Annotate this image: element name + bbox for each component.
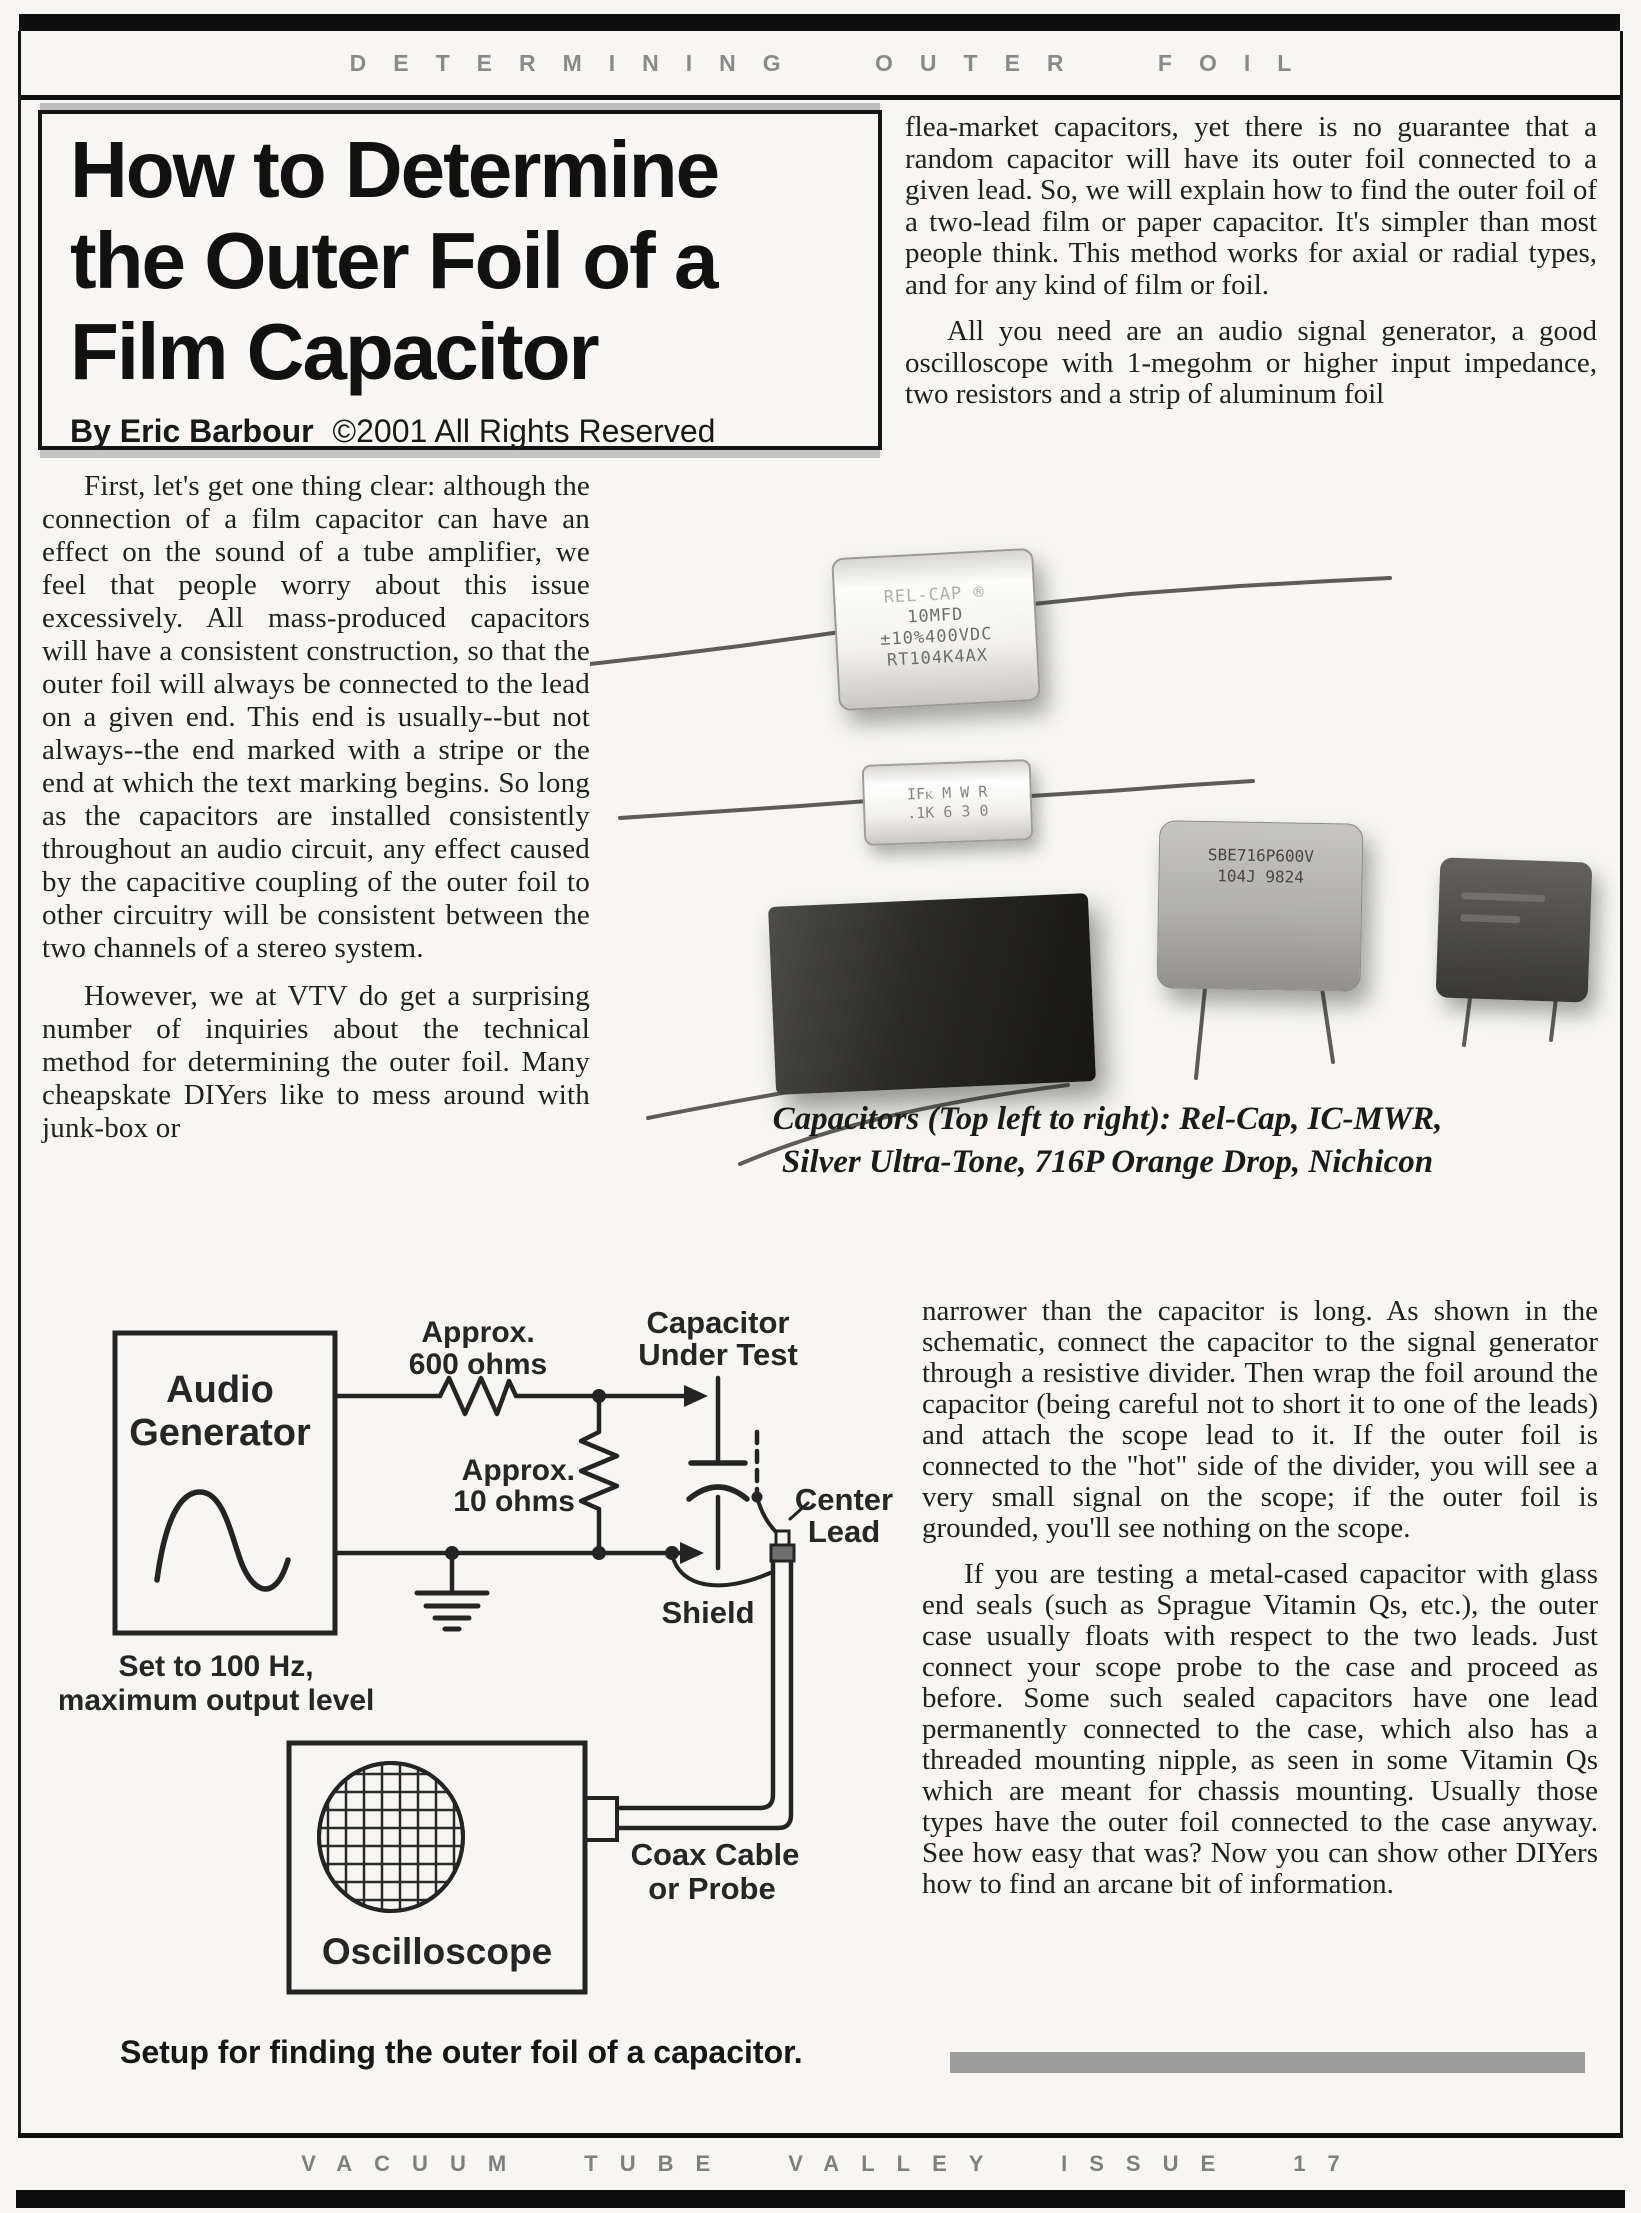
capacitor-716p-mark2: 104J 9824	[1216, 866, 1305, 887]
generator-note-2: maximum output level	[60, 1684, 375, 1717]
r2-label-2: 10 ohms	[453, 1485, 575, 1518]
cut-label-2: Under Test	[638, 1337, 798, 1372]
byline	[70, 413, 878, 450]
schematic-caption: Setup for finding the outer foil of a capacitor.	[120, 2034, 803, 2070]
right-top-paragraph-2: All you need are an audio signal generator, a good oscilloscope with 1-megohm or higher input impedance, two resistors and a strip of aluminum foil	[905, 315, 1597, 410]
byline-author: By Eric Barbour	[70, 413, 314, 449]
capacitor-relcap-brand: REL-CAP ®	[883, 581, 986, 608]
test-setup-schematic	[60, 1290, 950, 2010]
article-title	[70, 124, 878, 397]
scope-input-connector	[585, 1798, 617, 1840]
photo-caption	[590, 1098, 1625, 1184]
title-line-3: Film Capacitor	[70, 307, 598, 396]
capacitor-leads-drawing	[590, 468, 1625, 1168]
generator-label-1: Audio	[166, 1369, 274, 1411]
junction-dot	[592, 1546, 606, 1560]
coax-label-1: Coax Cable	[630, 1837, 800, 1872]
probe-barrel	[771, 1545, 794, 1561]
capacitor-relcap-rating: ±10%400VDC	[879, 623, 993, 650]
title-line-2: the Outer Foil of a	[70, 216, 717, 305]
junction-dot	[665, 1546, 679, 1560]
coax-label-2: or Probe	[648, 1871, 776, 1906]
capacitor-icmwr-mark2: .1K 6 3 0	[906, 801, 989, 822]
oscilloscope-label: Oscilloscope	[321, 1931, 553, 1972]
series-resistor-600ohm	[440, 1378, 516, 1414]
right-column-top	[905, 112, 1597, 411]
right-top-paragraph-1: flea-market capacitors, yet there is no guarantee that a random capacitor will have its outer foil connected to a given lead. So, we will explain how to find the outer foil of a two-lead film or paper capacitor. It's simpler than most people think. This method works for axial or radial types, and for any kind of film or foil.	[905, 111, 1597, 301]
junction-dot	[445, 1546, 459, 1560]
center-lead-label-2: Lead	[807, 1514, 881, 1549]
capacitor-icmwr-mark1: IFᴋ M W R	[906, 782, 988, 803]
photo-caption-line1: Capacitors (Top left to right): Rel-Cap, IC-MWR,	[772, 1101, 1443, 1137]
title-box	[38, 110, 882, 450]
divider-gray-bar	[950, 2052, 1585, 2073]
left-paragraph-1: First, let's get one thing clear: although the connection of a film capacitor can have an effect on the sound of a tube amplifier, we feel that people worry about this issue excessively. All mass-produced capacitors will have a consistent construction, so that the outer foil will always be connected to the lead on a given end. This end is usually--but not always--the end marked with a stripe or the end at which the text marking begins. So long as the capacitors are installed consistently throughout an audio circuit, any effect caused by the capacitive coupling of the outer foil to other circuitry will be consistent between the two channels of a stereo system.	[42, 470, 590, 964]
capacitor-relcap-value: 10MFD	[906, 604, 964, 627]
shunt-resistor-10ohm	[581, 1396, 617, 1553]
arrowhead-top	[684, 1385, 708, 1407]
byline-copyright: ©2001 All Rights Reserved	[332, 413, 716, 449]
bottom-black-bar	[16, 2190, 1625, 2208]
capacitor-nichicon-print-line	[1461, 892, 1545, 902]
right-column-bottom	[922, 1296, 1598, 1900]
junction-dot	[592, 1389, 606, 1403]
capacitor-silver-ultratone	[768, 893, 1096, 1095]
capacitor-716p-mark1: SBE716P600V	[1207, 845, 1315, 866]
header-strap: DETERMINING OUTER FOIL	[349, 49, 1319, 76]
r2-label-1: Approx.	[461, 1454, 575, 1487]
generator-label-2: Generator	[129, 1412, 311, 1454]
capacitor-716p-orange-drop	[1157, 820, 1364, 992]
center-lead-label-1: Center	[794, 1482, 894, 1517]
header-band	[18, 31, 1623, 95]
r1-label-2: 600 ohms	[408, 1348, 548, 1381]
top-black-bar	[19, 14, 1620, 31]
capacitor-nichicon	[1436, 857, 1593, 1002]
shield-label: Shield	[661, 1595, 755, 1630]
capacitor-relcap	[831, 548, 1041, 711]
probe-tip	[776, 1531, 789, 1545]
photo-caption-line2: Silver Ultra-Tone, 716P Orange Drop, Nichicon	[781, 1144, 1434, 1180]
cut-label-1: Capacitor	[646, 1305, 790, 1340]
foil-contact-dot	[752, 1492, 763, 1503]
footer-strap: VACUUM TUBE VALLEY ISSUE 17	[301, 2151, 1362, 2176]
ground-icon	[417, 1593, 487, 1629]
capacitor-nichicon-print-line	[1460, 914, 1520, 923]
arrowhead-bottom	[680, 1542, 704, 1564]
capacitor-icmwr	[862, 759, 1034, 846]
r1-label-1: Approx.	[421, 1316, 535, 1349]
title-line-1: How to Determine	[70, 125, 719, 214]
left-column	[42, 470, 590, 1145]
header-rule	[18, 95, 1623, 100]
footer-band	[18, 2138, 1623, 2190]
frame-left	[18, 95, 21, 2138]
left-paragraph-2: However, we at VTV do get a surprising number of inquiries about the technical method for determining the outer foil. Many cheapskate DIYers like to mess around with junk-box or	[42, 980, 590, 1144]
sine-wave-icon	[157, 1492, 288, 1589]
capacitor-photo	[590, 468, 1625, 1168]
generator-note-1: Set to 100 Hz,	[118, 1650, 314, 1683]
right-bottom-paragraph-1: narrower than the capacitor is long. As shown in the schematic, connect the capacitor to the signal generator through a resistive divider. Then wrap the foil around the capacitor (being careful not to short it to one of the leads) and attach the scope lead to it. If the outer foil is connected to the "hot" side of the divider, you will see a very small signal on the scope; if the outer foil is grounded, you'll see nothing on the scope.	[922, 1295, 1598, 1544]
right-bottom-paragraph-2: If you are testing a metal-cased capacitor with glass end seals (such as Sprague Vitamin Qs, etc.), the outer case usually floats with respect to the two leads. Just connect your scope probe to the case and proceed as before. Some such sealed capacitors have one lead permanently connected to the case, which also has a threaded mounting nipple, as seen in some Vitamin Qs which are meant for chassis mounting. Usually those types have the outer foil connected to the case anyway. See how easy that was? Now you can show other DIYers how to find an arcane bit of information.	[922, 1558, 1598, 1900]
center-lead-wire	[757, 1497, 777, 1533]
capacitor-relcap-part: RT104K4AX	[886, 644, 989, 671]
